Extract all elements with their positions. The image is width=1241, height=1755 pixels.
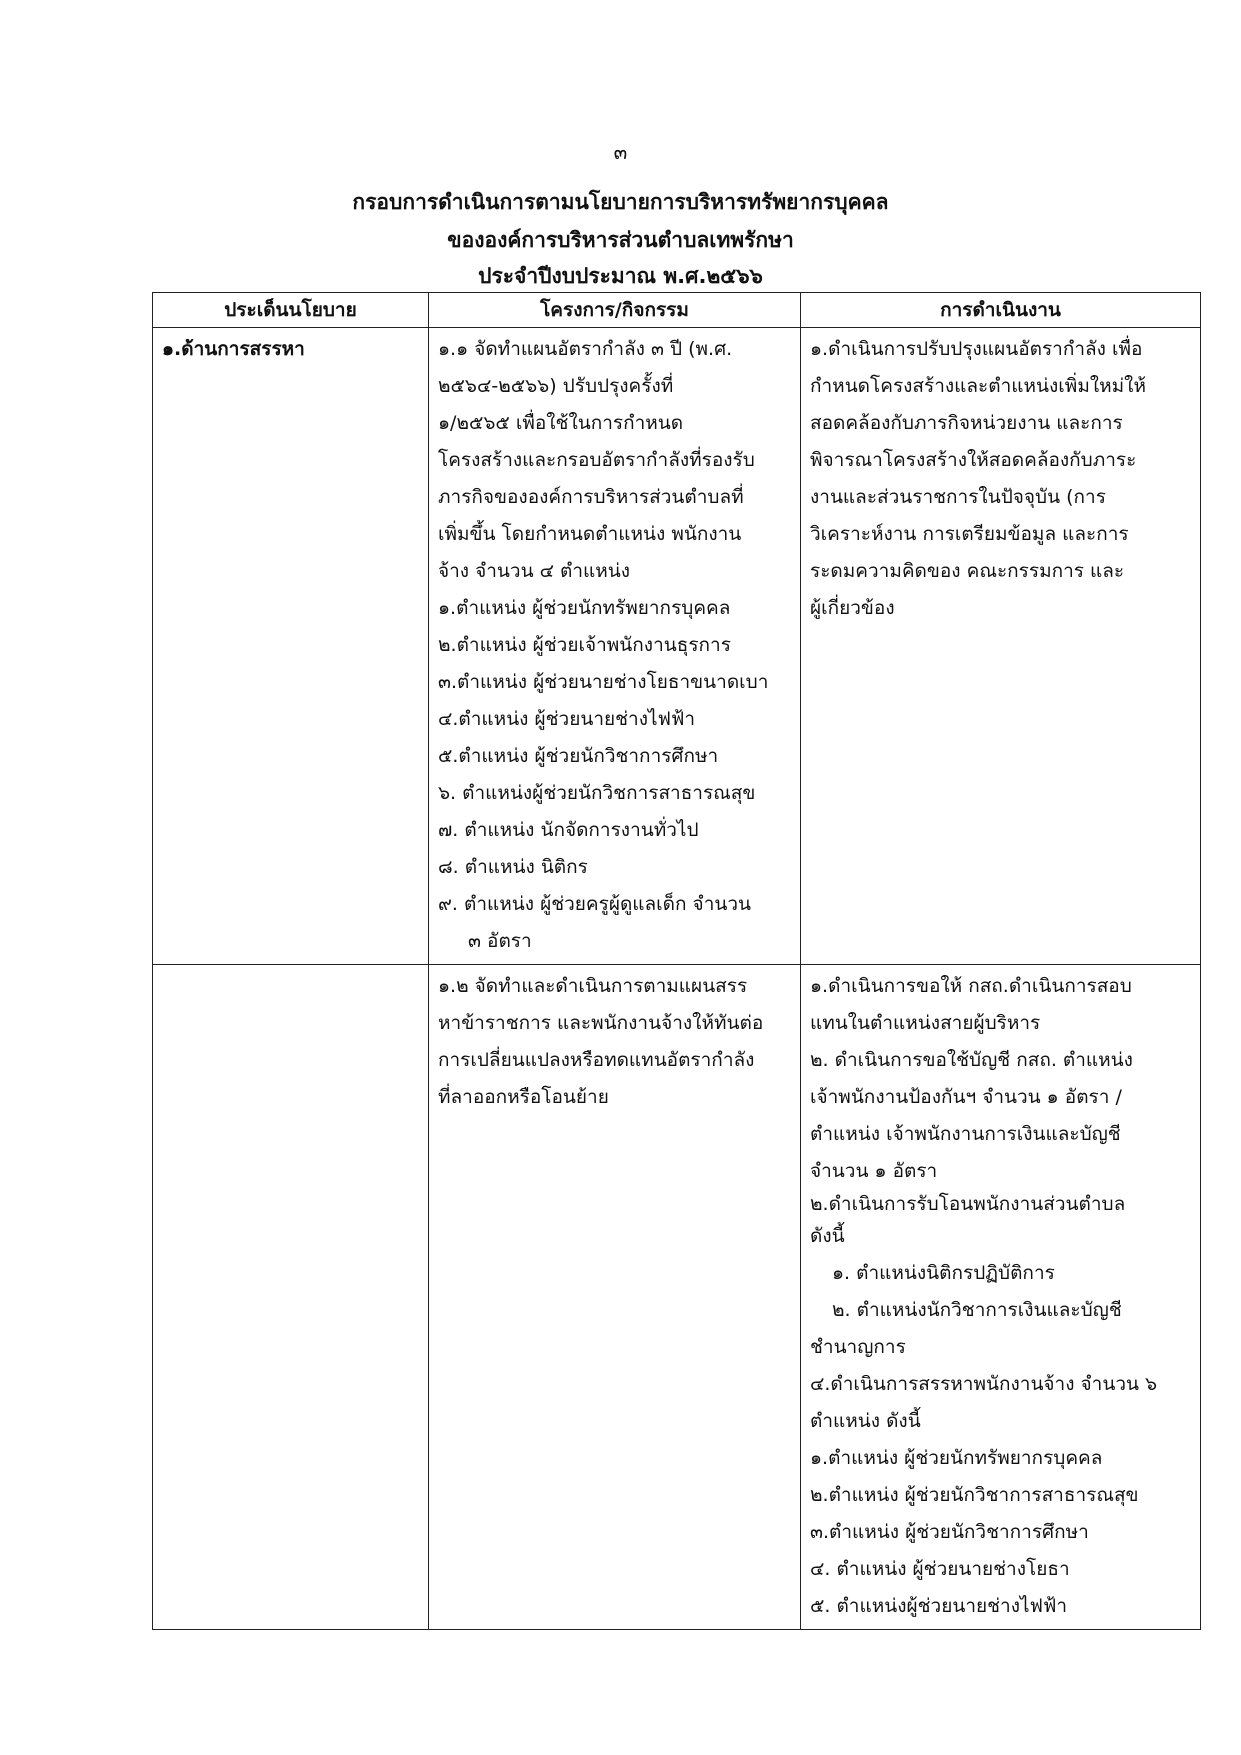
table-row xyxy=(153,965,1201,1630)
operation-line: วิเคราะห์งาน การเตรียมข้อมูล และการ xyxy=(810,523,1129,545)
page-number: ๓ xyxy=(613,140,628,164)
project-line: ๑/๒๕๖๕ เพื่อใช้ในการกำหนด xyxy=(438,412,684,434)
operation-line: ๑. ตำแหน่งนิติกรปฏิบัติการ xyxy=(832,1262,1055,1284)
operation-line: งานและส่วนราชการในปัจจุบัน (การ xyxy=(810,486,1106,508)
operation-line: ดังนี้ xyxy=(810,1225,845,1247)
operation-line: แทนในตำแหน่งสายผู้บริหาร xyxy=(810,1012,1041,1034)
policy-text: ๑.ด้านการสรรหา xyxy=(162,338,305,360)
operation-cell xyxy=(801,328,1201,965)
project-line: จ้าง จำนวน ๔ ตำแหน่ง xyxy=(438,560,631,582)
operation-line: จำนวน ๑ อัตรา xyxy=(810,1160,938,1182)
operation-line: ๔. ตำแหน่ง ผู้ช่วยนายช่างโยธา xyxy=(810,1558,1070,1580)
document-subtitle-organization: ขององค์การบริหารส่วนตำบลเทพรักษา xyxy=(447,228,794,252)
project-line: ๓ อัตรา xyxy=(468,930,532,952)
project-line: ภารกิจขององค์การบริหารส่วนตำบลที่ xyxy=(438,486,744,508)
operation-line: ตำแหน่ง เจ้าพนักงานการเงินและบัญชี xyxy=(810,1123,1121,1145)
operation-line: ๔.ดำเนินการสรรหาพนักงานจ้าง จำนวน ๖ xyxy=(810,1373,1158,1395)
project-cell xyxy=(429,965,801,1630)
policy-cell xyxy=(153,328,429,965)
project-line: ๑.ตำแหน่ง ผู้ช่วยนักทรัพยากรบุคคล xyxy=(438,597,731,619)
document-subtitle-fiscal-year: ประจำปีงบประมาณ พ.ศ.๒๕๖๖ xyxy=(478,264,763,288)
operation-line: ระดมความคิดของ คณะกรรมการ และ xyxy=(810,560,1125,582)
policy-cell xyxy=(153,965,429,1630)
project-line: หาข้าราชการ และพนักงานจ้างให้ทันต่อ xyxy=(438,1012,764,1034)
project-line: ๓.ตำแหน่ง ผู้ช่วยนายช่างโยธาขนาดเบา xyxy=(438,671,769,693)
project-line: ๙. ตำแหน่ง ผู้ช่วยครูผู้ดูแลเด็ก จำนวน xyxy=(438,893,752,915)
operation-line: ๓.ตำแหน่ง ผู้ช่วยนักวิชาการศึกษา xyxy=(810,1521,1089,1543)
operation-line: ผู้เกี่ยวข้อง xyxy=(810,597,895,619)
operation-line: ๒.ดำเนินการรับโอนพนักงานส่วนตำบล xyxy=(810,1193,1126,1215)
operation-line: สอดคล้องกับภารกิจหน่วยงาน และการ xyxy=(810,412,1123,434)
table-header-row xyxy=(153,293,1201,328)
operation-line: ๒. ดำเนินการขอใช้บัญชี กสถ. ตำแหน่ง xyxy=(810,1049,1133,1071)
operation-line: ๑.ดำเนินการขอให้ กสถ.ดำเนินการสอบ xyxy=(810,975,1132,997)
table-row xyxy=(153,328,1201,965)
operation-line: ๒.ตำแหน่ง ผู้ช่วยนักวิชาการสาธารณสุข xyxy=(810,1484,1139,1506)
operation-line: ชำนาญการ xyxy=(810,1336,906,1358)
operation-line: ๑.ดำเนินการปรับปรุงแผนอัตรากำลัง เพื่อ xyxy=(810,338,1143,360)
project-line: ๒.ตำแหน่ง ผู้ช่วยเจ้าพนักงานธุรการ xyxy=(438,634,731,656)
operation-line: ๕. ตำแหน่งผู้ช่วยนายช่างไฟฟ้า xyxy=(810,1595,1068,1617)
project-line: ๕.ตำแหน่ง ผู้ช่วยนักวิชาการศึกษา xyxy=(438,745,719,767)
project-line: ๒๕๖๔-๒๕๖๖) ปรับปรุงครั้งที่ xyxy=(438,375,674,397)
document-title: กรอบการดำเนินการตามนโยบายการบริหารทรัพยากรบุคคล xyxy=(352,190,889,214)
project-line: ๔.ตำแหน่ง ผู้ช่วยนายช่างไฟฟ้า xyxy=(438,708,696,730)
project-line: ๑.๑ จัดทำแผนอัตรากำลัง ๓ ปี (พ.ศ. xyxy=(438,338,733,360)
operation-line: ตำแหน่ง ดังนี้ xyxy=(810,1410,921,1432)
project-line: ที่ลาออกหรือโอนย้าย xyxy=(438,1086,609,1108)
policy-framework-table xyxy=(152,292,1201,1630)
project-line: เพิ่มขึ้น โดยกำหนดตำแหน่ง พนักงาน xyxy=(438,523,742,545)
header-project: โครงการ/กิจกรรม xyxy=(429,293,801,328)
operation-line: กำหนดโครงสร้างและตำแหน่งเพิ่มใหม่ให้ xyxy=(810,375,1146,397)
project-line: ๘. ตำแหน่ง นิติกร xyxy=(438,856,588,878)
operation-line: ๒. ตำแหน่งนักวิชาการเงินและบัญชี xyxy=(832,1299,1122,1321)
project-line: ๑.๒ จัดทำและดำเนินการตามแผนสรร xyxy=(438,975,748,997)
project-line: การเปลี่ยนแปลงหรือทดแทนอัตรากำลัง xyxy=(438,1049,755,1071)
operation-line: พิจารณาโครงสร้างให้สอดคล้องกับภาระ xyxy=(810,449,1137,471)
project-line: ๖. ตำแหน่งผู้ช่วยนักวิชการสาธารณสุข xyxy=(438,782,756,804)
operation-cell xyxy=(801,965,1201,1630)
project-line: ๗. ตำแหน่ง นักจัดการงานทั่วไป xyxy=(438,819,699,841)
project-line: โครงสร้างและกรอบอัตรากำลังที่รองรับ xyxy=(438,449,755,471)
header-operation: การดำเนินงาน xyxy=(801,293,1201,328)
project-cell xyxy=(429,328,801,965)
operation-line: ๑.ตำแหน่ง ผู้ช่วยนักทรัพยากรบุคคล xyxy=(810,1447,1103,1469)
operation-line: เจ้าพนักงานป้องกันฯ จำนวน ๑ อัตรา / xyxy=(810,1086,1122,1108)
header-policy: ประเด็นนโยบาย xyxy=(153,293,429,328)
